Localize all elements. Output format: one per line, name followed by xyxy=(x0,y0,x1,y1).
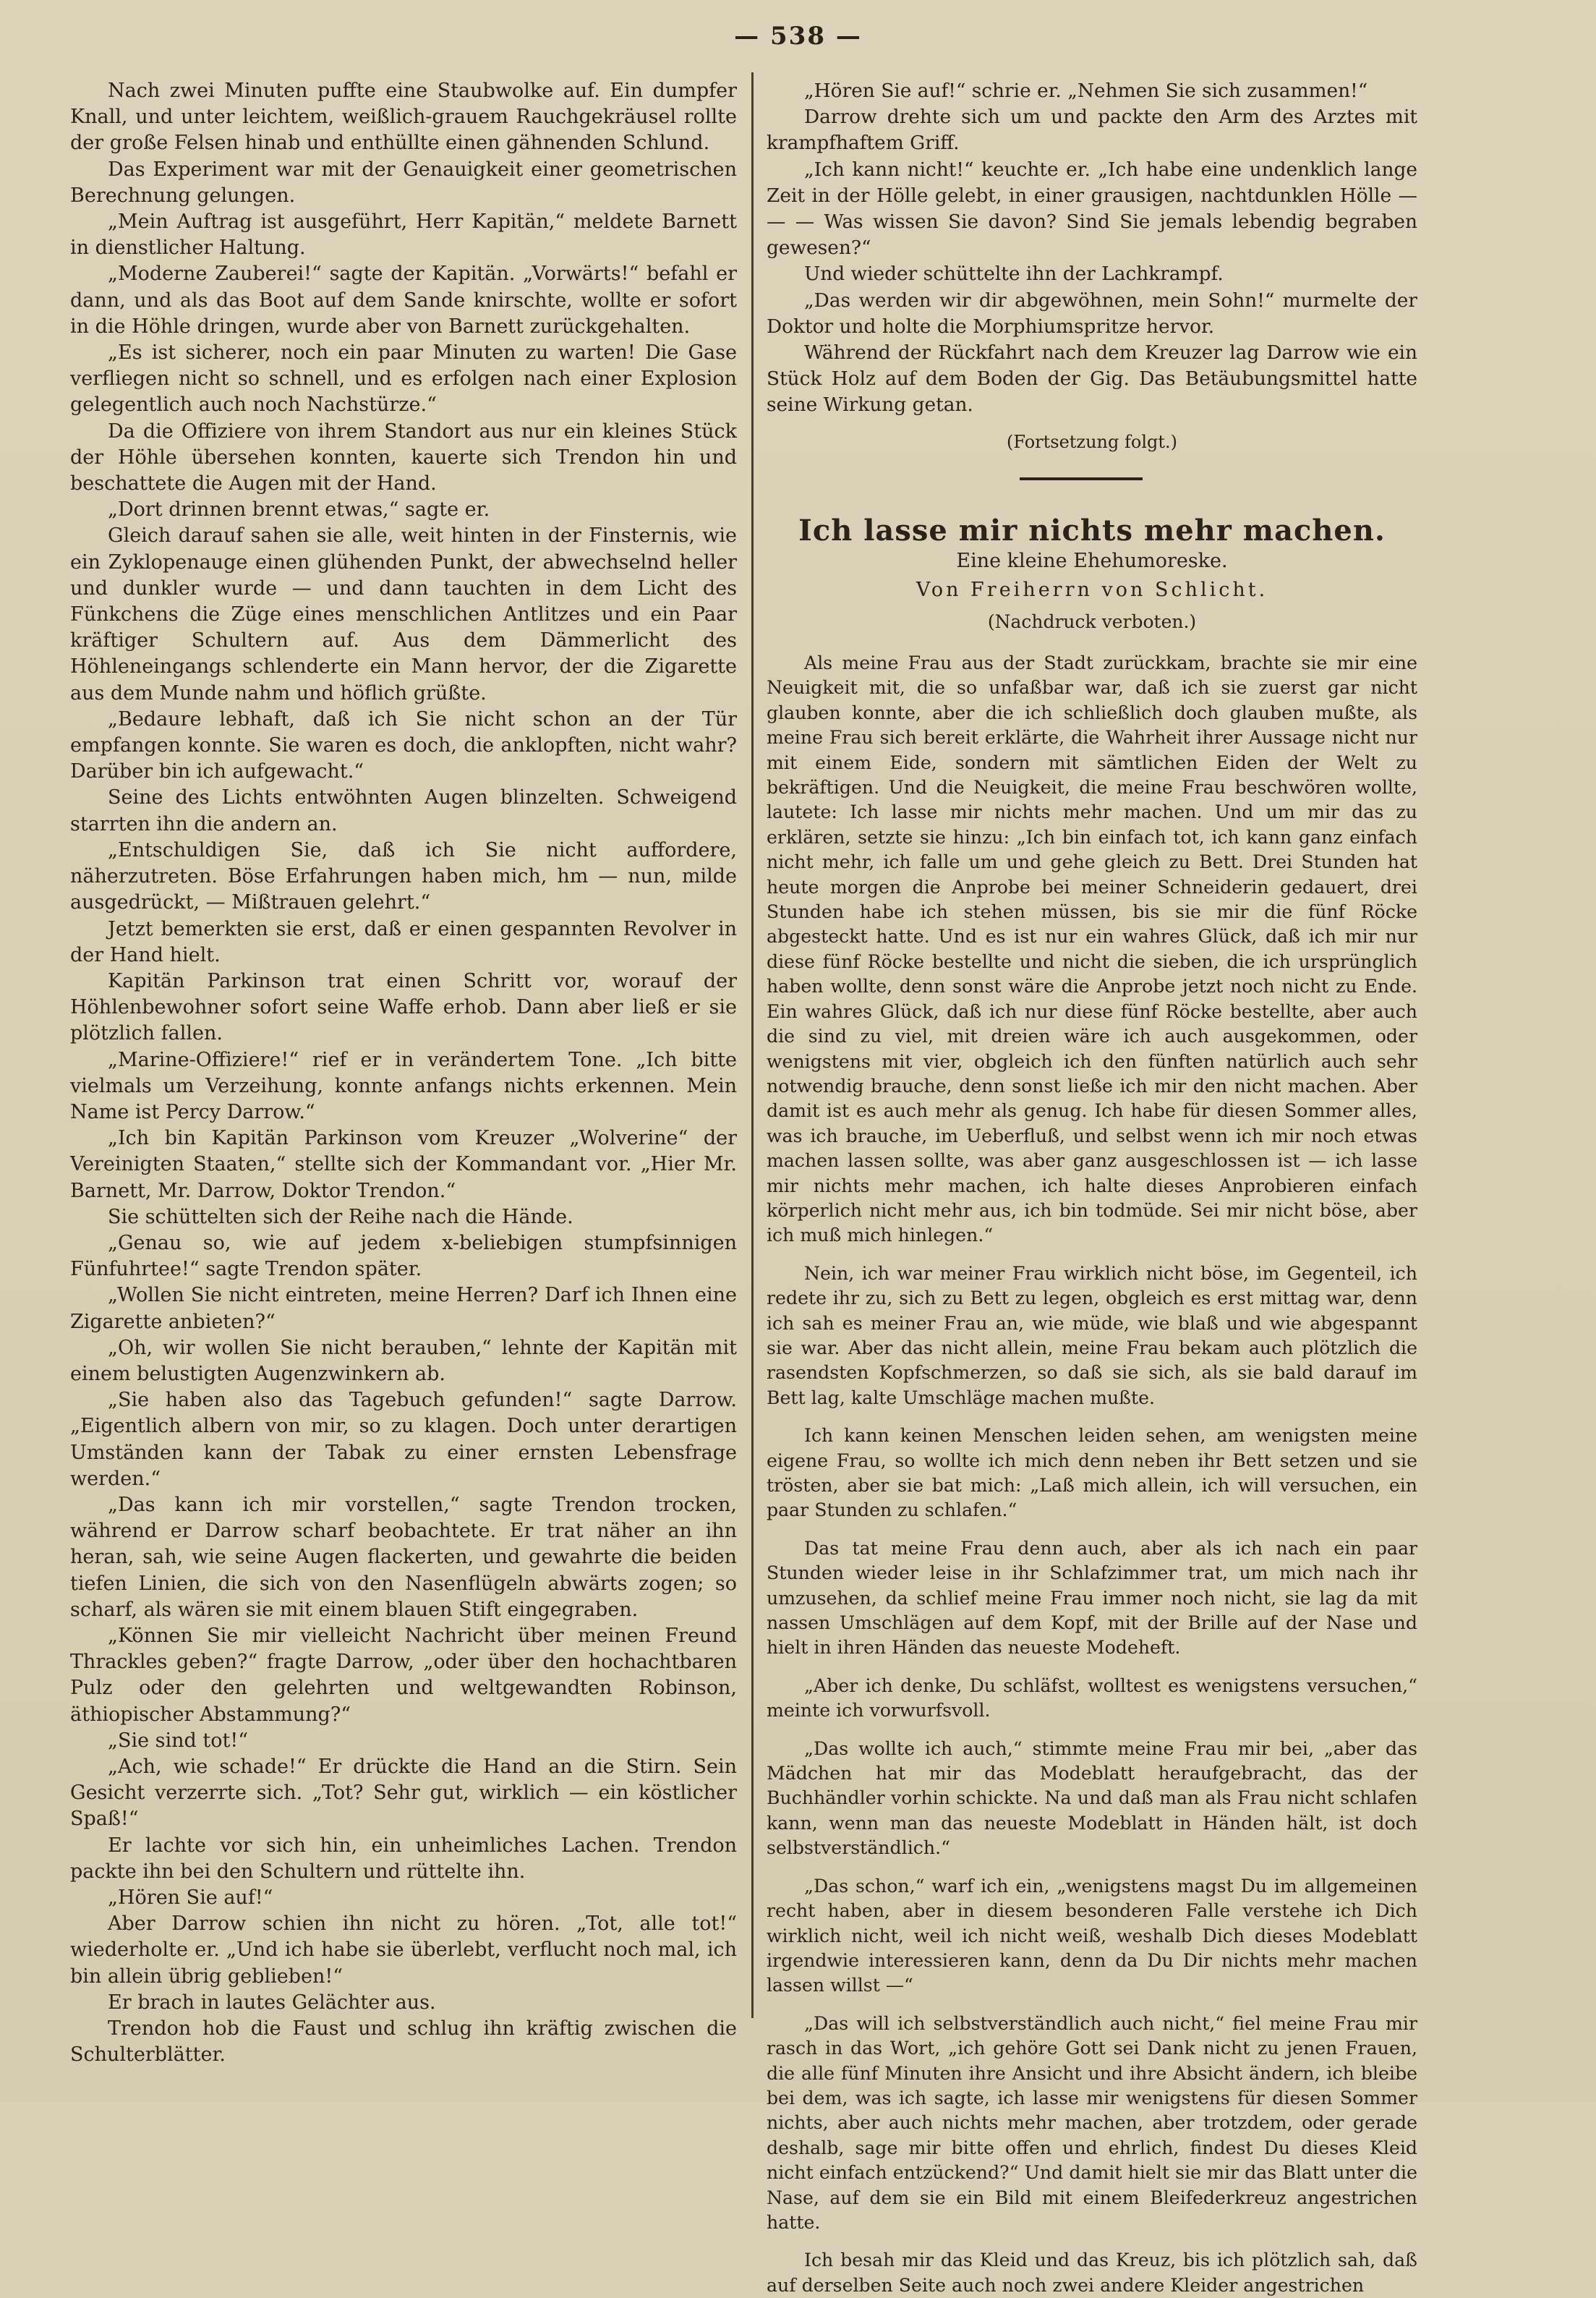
paragraph: Und wieder schüttelte ihn der Lachkrampf. xyxy=(804,263,1224,286)
reprint-notice: (Nachdruck verboten.) xyxy=(987,611,1197,632)
paragraph: „Wollen Sie nicht eintreten, meine Herren? Darf ich Ihnen eine Zigarette anbieten?“ xyxy=(70,1284,737,1333)
paragraph: „Ich kann nicht!“ keuchte er. „Ich habe eine undenklich lange Zeit in der Hölle gelebt, in einer grausigen, nachtdunklen Hölle — — — Was wissen Sie davon? Sind Sie jemals lebendig begraben gewesen?“ xyxy=(767,158,1417,260)
paragraph: „Marine-Offiziere!“ rief er in verändertem Tone. „Ich bitte vielmals um Verzeihung, konnte anfangs nichts erkennen. Mein Name ist Percy Darrow.“ xyxy=(70,1048,737,1123)
paragraph: „Dort drinnen brennt etwas,“ sagte er. xyxy=(108,498,490,522)
paragraph: „Moderne Zauberei!“ sagte der Kapitän. „Vorwärts!“ befahl er dann, und als das Boot auf dem Sande knirschte, wollte er sofort in die Höhle dringen, wurde aber von Barnett zurückgehalten. xyxy=(70,263,737,338)
paragraph: Das Experiment war mit der Genauigkeit einer geometrischen Berechnung gelungen. xyxy=(70,158,737,207)
paragraph: „Genau so, wie auf jedem x-beliebigen stumpfsinnigen Fünfuhrtee!“ sagte Trendon später. xyxy=(70,1231,737,1281)
section-divider xyxy=(1020,477,1143,480)
paragraph: „Mein Auftrag ist ausgeführt, Herr Kapitän,“ meldete Barnett in dienstlicher Haltung. xyxy=(70,210,737,260)
story-subtitle: Eine kleine Ehehumoreske. xyxy=(956,550,1228,572)
paragraph: „Ach, wie schade!“ Er drückte die Hand an die Stirn. Sein Gesicht verzerrte sich. „Tot? Sehr gut, wirklich — ein köstlicher Spaß!“ xyxy=(70,1756,737,1831)
paragraph: „Können Sie mir vielleicht Nachricht über meinen Freund Thrackles geben?“ fragte Darrow, „oder über den hochachtbaren Pulz oder den gelehrten und weltgewandten Robinson, äthiopischer Abstammung?“ xyxy=(70,1624,737,1726)
paragraph: Als meine Frau aus der Stadt zurückkam, brachte sie mir eine Neuigkeit mit, die so unfaßbar war, daß ich sie zuerst gar nicht glauben konnte, aber die ich schließlich doch glauben mußte, als meine Frau sich bereit erklärte, die Wahrheit ihrer Aussage nicht nur mit einem Eide, sondern mit sämtlichen Eiden der Welt zu bekräftigen. Und die Neuigkeit, die meine Frau beschwören wollte, lautete: Ich lasse mir nichts mehr machen. Und um mir das zu erklären, setzte sie hinzu: „Ich bin einfach tot, ich kann ganz einfach nicht mehr, ich falle um und gehe gleich zu Bett. Drei Stunden hat heute morgen die Anprobe bei meiner Schneiderin gedauert, drei Stunden habe ich stehen müssen, bis sie mir die fünf Röcke abgesteckt hatte. Und es ist nur ein wahres Glück, daß ich mir nur diese fünf Röcke bestellte und nicht die sieben, die ich ursprünglich haben wollte, denn sonst wäre die Anprobe jetzt noch nicht zu Ende. Ein wahres Glück, daß ich nur diese fünf Röcke bestellte, aber auch die sind zu viel, mit dreien wäre ich auch ausgekommen, oder wenigstens mit vier, obgleich ich den fünften natürlich auch sehr notwendig brauche, denn sonst ließe ich mir den nicht machen. Aber damit ist es auch mehr als genug. Ich habe für diesen Sommer alles, was ich brauche, im Ueberfluß, und selbst wenn ich mir noch etwas machen lassen sollte, was aber ganz ausgeschlossen ist — ich lasse mir nichts mehr machen, ich halte dieses Anprobieren einfach körperlich nicht mehr aus, ich bin todmüde. Sei mir nicht böse, aber ich muß mich hinlegen.“ xyxy=(767,652,1417,1246)
paragraph: „Oh, wir wollen Sie nicht berauben,“ lehnte der Kapitän mit einem belustigten Augenzwinkern ab. xyxy=(70,1336,737,1385)
paragraph: Das tat meine Frau denn auch, aber als ich nach ein paar Stunden wieder leise in ihr Schlafzimmer trat, um mich nach ihr umzusehen, da schlief meine Frau immer noch nicht, sie lag da mit nassen Umschlägen auf dem Kopf, mit der Brille auf der Nase und hielt in ihren Händen das neueste Modeheft. xyxy=(767,1537,1417,1659)
paragraph: „Das will ich selbstverständlich auch nicht,“ fiel meine Frau mir rasch in das Wort, „ich gehöre Gott sei Dank nicht zu jenen Frauen, die alle fünf Minuten ihre Ansicht und ihre Absicht ändern, ich bleibe bei dem, was ich sagte, ich lasse mir wenigstens für diesen Sommer nichts, aber auch nichts mehr machen, aber trotzdem, oder gerade deshalb, sage mir bitte offen und ehrlich, findest Du dieses Kleid nicht einfach entzückend?“ Und damit hielt sie mir das Blatt unter die Nase, auf dem sie ein Bild mit einem Bleifederkreuz angestrichen hatte. xyxy=(767,2012,1417,2233)
paragraph: Jetzt bemerkten sie erst, daß er einen gespannten Revolver in der Hand hielt. xyxy=(70,917,737,966)
right-column-top xyxy=(767,78,1417,455)
paragraph: „Aber ich denke, Du schläfst, wolltest es wenigstens versuchen,“ meinte ich vorwurfsvoll. xyxy=(767,1674,1417,1722)
continued-note: (Fortsetzung folgt.) xyxy=(1007,431,1177,452)
paragraph: „Das werden wir dir abgewöhnen, mein Sohn!“ murmelte der Doktor und holte die Morphiumspritze hervor. xyxy=(767,289,1417,338)
paragraph: Er lachte vor sich hin, ein unheimliches Lachen. Trendon packte ihn bei den Schultern und rüttelte ihn. xyxy=(70,1834,737,1883)
column-divider xyxy=(751,72,754,2018)
paragraph: Während der Rückfahrt nach dem Kreuzer lag Darrow wie ein Stück Holz auf dem Boden der Gig. Das Betäubungsmittel hatte seine Wirkung getan. xyxy=(767,341,1417,417)
paragraph: „Das schon,“ warf ich ein, „wenigstens magst Du im allgemeinen recht haben, aber in diesem besonderen Falle verstehe ich Dich wirklich nicht, weil ich nicht weiß, weshalb Dich dieses Modeblatt irgendwie interessieren kann, denn da Du Dir nichts mehr machen lassen willst —“ xyxy=(767,1875,1417,1996)
story-author: Von Freiherrn von Schlicht. xyxy=(916,579,1268,601)
paragraph: Er brach in lautes Gelächter aus. xyxy=(108,1991,436,2014)
paragraph: „Sie sind tot!“ xyxy=(108,1729,249,1752)
paragraph: Ich kann keinen Menschen leiden sehen, am wenigsten meine eigene Frau, so wollte ich mich denn neben ihr Bett setzen und sie trösten, aber sie bat mich: „Laß mich allein, ich will versuchen, ein paar Stunden zu schlafen.“ xyxy=(767,1425,1417,1521)
paragraph: Aber Darrow schien ihn nicht zu hören. „Tot, alle tot!“ wiederholte er. „Und ich habe sie überlebt, verflucht noch mal, ich bin allein übrig geblieben!“ xyxy=(70,1912,737,1988)
paragraph: „Bedaure lebhaft, daß ich Sie nicht schon an der Tür empfangen konnte. Sie waren es doch, die anklopften, nicht wahr? Darüber bin ich aufgewacht.“ xyxy=(70,707,737,783)
paragraph: Ich besah mir das Kleid und das Kreuz, bis ich plötzlich sah, daß auf derselben Seite auch noch zwei andere Kleider angestrichen xyxy=(767,2250,1417,2296)
paragraph: Darrow drehte sich um und packte den Arm des Arztes mit krampfhaftem Griff. xyxy=(767,106,1417,155)
paragraph: Da die Offiziere von ihrem Standort aus nur ein kleines Stück der Höhle übersehen konnten, kauerte sich Trendon hin und beschattete die Augen mit der Hand. xyxy=(70,420,737,495)
story-title: Ich lasse mir nichts mehr machen. xyxy=(798,514,1386,548)
paragraph: „Das wollte ich auch,“ stimmte meine Frau mir bei, „aber das Mädchen hat mir das Modeblatt heraufgebracht, das der Buchhändler vorhin schickte. Na und daß man als Frau nicht schlafen kann, wenn man das neueste Modeblatt in Händen hält, ist doch selbstverständlich.“ xyxy=(767,1737,1417,1859)
paragraph: „Ich bin Kapitän Parkinson vom Kreuzer „Wolverine“ der Vereinigten Staaten,“ stellte sich der Kommandant vor. „Hier Mr. Barnett, Mr. Darrow, Doktor Trendon.“ xyxy=(70,1127,737,1202)
page-number: — 538 — xyxy=(734,22,862,51)
paragraph: Nein, ich war meiner Frau wirklich nicht böse, im Gegenteil, ich redete ihr zu, sich zu Bett zu legen, obgleich es erst mittag war, denn ich sah es meiner Frau an, wie müde, wie blaß und wie abgespannt sie war. Aber das nicht allein, meine Frau bekam auch plötzlich die rasendsten Kopfschmerzen, so daß sie sich, als sie bald darauf im Bett lag, kalte Umschläge machen mußte. xyxy=(767,1262,1417,1408)
paragraph: Kapitän Parkinson trat einen Schritt vor, worauf der Höhlenbewohner sofort seine Waffe erhob. Dann aber ließ er sie plötzlich fallen. xyxy=(70,969,737,1045)
paragraph: „Hören Sie auf!“ xyxy=(108,1886,273,1910)
paragraph: „Es ist sicherer, noch ein paar Minuten zu warten! Die Gase verfliegen nicht so schnell, und es erfolgen nach einer Explosion gelegentlich auch noch Nachstürze.“ xyxy=(70,341,737,417)
paragraph: „Sie haben also das Tagebuch gefunden!“ sagte Darrow. „Eigentlich albern von mir, so zu klagen. Doch unter derartigen Umständen kann der Tabak zu einer ernsten Lebensfrage werden.“ xyxy=(70,1389,737,1490)
paragraph: „Das kann ich mir vorstellen,“ sagte Trendon trocken, während er Darrow scharf beobachtete. Er trat näher an ihn heran, sah, wie seine Augen flackerten, und gewahrte die beiden tiefen Linien, die sich von den Nasenflügeln abwärts zogen; so scharf, als wären sie mit einem blauen Stift eingegraben. xyxy=(70,1493,737,1621)
paragraph: „Entschuldigen Sie, daß ich Sie nicht auffordere, näherzutreten. Böse Erfahrungen haben mich, hm — nun, milde ausgedrückt, — Mißtrauen gelehrt.“ xyxy=(70,838,737,914)
paragraph: Gleich darauf sahen sie alle, weit hinten in der Finsternis, wie ein Zyklopenauge einen glühenden Punkt, der abwechselnd heller und dunkler wurde — und dann tauchten in dem Licht des Fünkchens die Züge eines menschlichen Antlitzes und ein Paar kräftiger Schultern auf. Aus dem Dämmerlicht des Höhleneingangs schlenderte ein Mann hervor, der die Zigarette aus dem Munde nahm und höflich grüßte. xyxy=(70,524,737,705)
left-column xyxy=(70,78,737,2068)
paragraph: Seine des Lichts entwöhnten Augen blinzelten. Schweigend starrten ihn die andern an. xyxy=(70,786,737,835)
paragraph: Nach zwei Minuten puffte eine Staubwolke auf. Ein dumpfer Knall, und unter leichtem, weißlich-grauem Rauchgekräusel rollte der große Felsen hinab und enthüllte einen gähnenden Schlund. xyxy=(70,80,737,155)
right-column-story xyxy=(767,651,1417,2298)
paragraph: Trendon hob die Faust und schlug ihn kräftig zwischen die Schulterblätter. xyxy=(70,2017,737,2067)
paragraph: „Hören Sie auf!“ schrie er. „Nehmen Sie sich zusammen!“ xyxy=(804,80,1368,102)
paragraph: Sie schüttelten sich der Reihe nach die Hände. xyxy=(108,1205,573,1228)
